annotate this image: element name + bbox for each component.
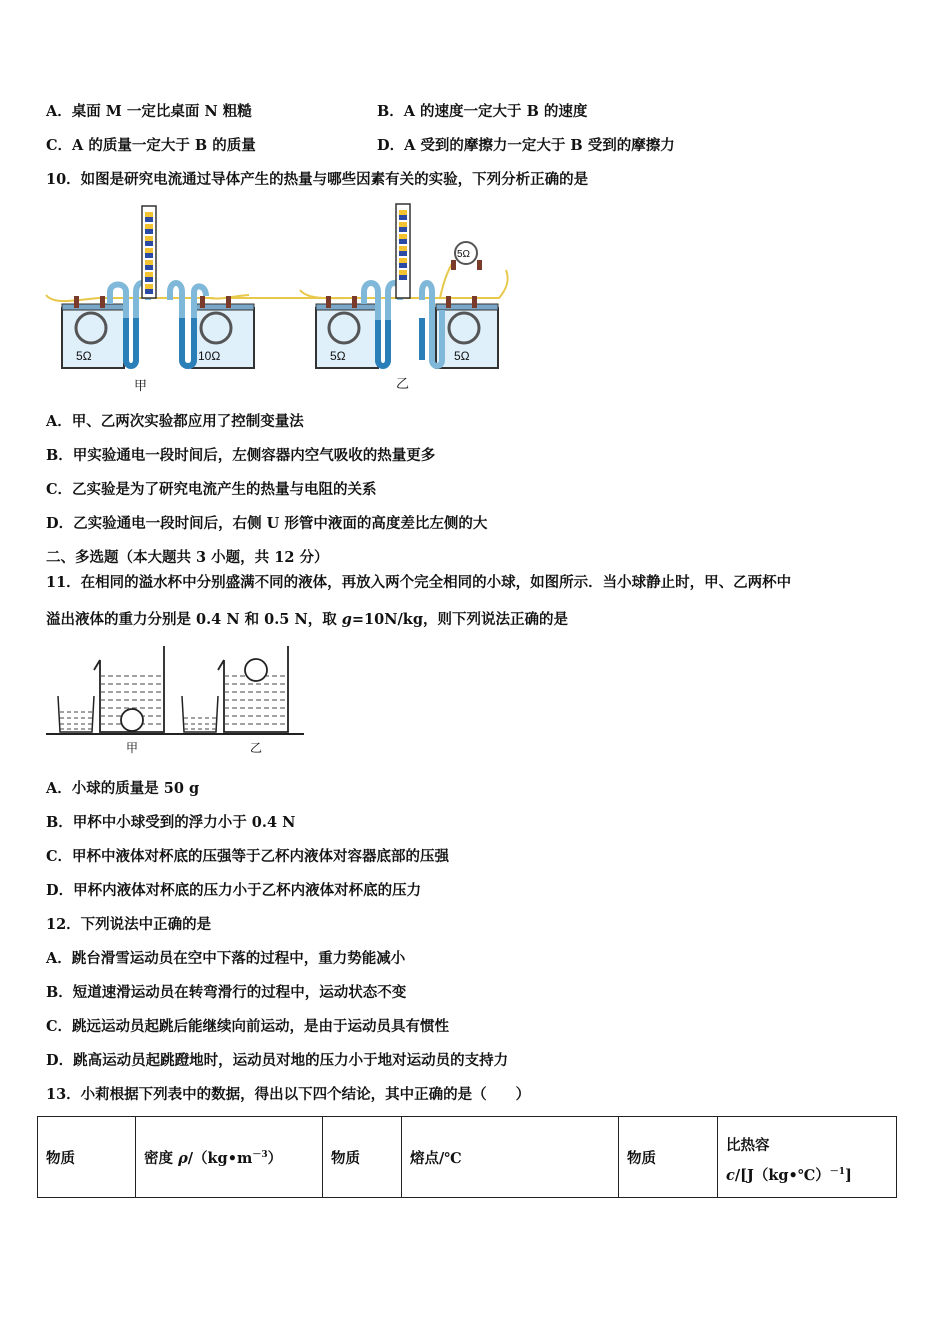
q13-stem: 13．小莉根据下列表中的数据，得出以下四个结论，其中正确的是（ ） xyxy=(46,1086,531,1103)
figure-yi-apparatus xyxy=(300,204,508,392)
q11-figure xyxy=(44,640,306,760)
q12-option-a: A．跳台滑雪运动员在空中下落的过程中，重力势能减小 xyxy=(46,950,406,967)
jia-label: 甲 xyxy=(134,379,148,394)
q11-yi-label: 乙 xyxy=(250,741,263,755)
q9-option-b: B．A 的速度一定大于 B 的速度 xyxy=(377,103,588,120)
q9-option-d: D．A 受到的摩擦力一定大于 B 受到的摩擦力 xyxy=(377,137,675,154)
yi-left-resistance: 5Ω xyxy=(330,349,346,363)
q10-figure xyxy=(44,200,514,400)
table-header-cell: 物质 xyxy=(619,1117,718,1198)
q11-option-d: D．甲杯内液体对杯底的压力小于乙杯内液体对杯底的压力 xyxy=(46,882,422,899)
q12-option-d: D．跳高运动员起跳蹬地时，运动员对地的压力小于地对运动员的支持力 xyxy=(46,1052,509,1069)
table-header-cell: 物质 xyxy=(323,1117,402,1198)
yi-right-resistance: 5Ω xyxy=(454,349,470,363)
figure-jia-cups xyxy=(58,646,164,755)
q9-option-a: A．桌面 M 一定比桌面 N 粗糙 xyxy=(46,103,252,120)
table-header-cell: 比热容 c/[J（kg•℃）$^{-1}$] xyxy=(718,1117,897,1198)
q10-option-c: C．乙实验是为了研究电流产生的热量与电阻的关系 xyxy=(46,481,377,498)
q10-option-d: D．乙实验通电一段时间后，右侧 U 形管中液面的高度差比左侧的大 xyxy=(46,515,488,532)
section-heading: 二、多选题（本大题共 3 小题，共 12 分） xyxy=(46,549,329,566)
table-header-cell: 物质 xyxy=(38,1117,136,1198)
q11-option-a: A．小球的质量是 50 g xyxy=(46,780,200,797)
q12-option-c: C．跳远运动员起跳后能继续向前运动，是由于运动员具有惯性 xyxy=(46,1018,450,1035)
q10-option-b: B．甲实验通电一段时间后，左侧容器内空气吸收的热量更多 xyxy=(46,447,436,464)
table-row xyxy=(38,1117,897,1198)
q10-option-a: A．甲、乙两次实验都应用了控制变量法 xyxy=(46,413,304,430)
q9-option-c: C．A 的质量一定大于 B 的质量 xyxy=(46,137,256,154)
figure-jia-apparatus xyxy=(46,206,344,394)
table-header-cell: 密度 $\rho/(kg•m^{-3})$ xyxy=(136,1117,323,1198)
q13-data-table xyxy=(37,1116,897,1198)
q12-option-b: B．短道速滑运动员在转弯滑行的过程中，运动状态不变 xyxy=(46,984,407,1001)
q11-option-b: B．甲杯中小球受到的浮力小于 0.4 N xyxy=(46,814,296,831)
yi-label: 乙 xyxy=(396,377,410,392)
yi-parallel-resistance: 5Ω xyxy=(457,249,471,260)
q11-jia-label: 甲 xyxy=(126,741,139,755)
q12-stem: 12．下列说法中正确的是 xyxy=(46,916,212,933)
jia-right-resistance: 10Ω xyxy=(198,349,221,363)
q11-option-c: C．甲杯中液体对杯底的压强等于乙杯内液体对容器底部的压强 xyxy=(46,848,450,865)
q11-stem-line1: 11．在相同的溢水杯中分别盛满不同的液体，再放入两个完全相同的小球，如图所示．当小球静止时，甲、乙两杯中 xyxy=(46,574,792,591)
jia-left-resistance: 5Ω xyxy=(76,349,92,363)
figure-yi-cups xyxy=(182,646,288,755)
q10-stem: 10．如图是研究电流通过导体产生的热量与哪些因素有关的实验，下列分析正确的是 xyxy=(46,171,589,188)
q11-stem-line2: 溢出液体的重力分别是 0.4 N 和 0.5 N，取 g=10N/kg，则下列说法正确的是 xyxy=(46,611,568,628)
table-header-cell: 熔点/℃ xyxy=(402,1117,619,1198)
